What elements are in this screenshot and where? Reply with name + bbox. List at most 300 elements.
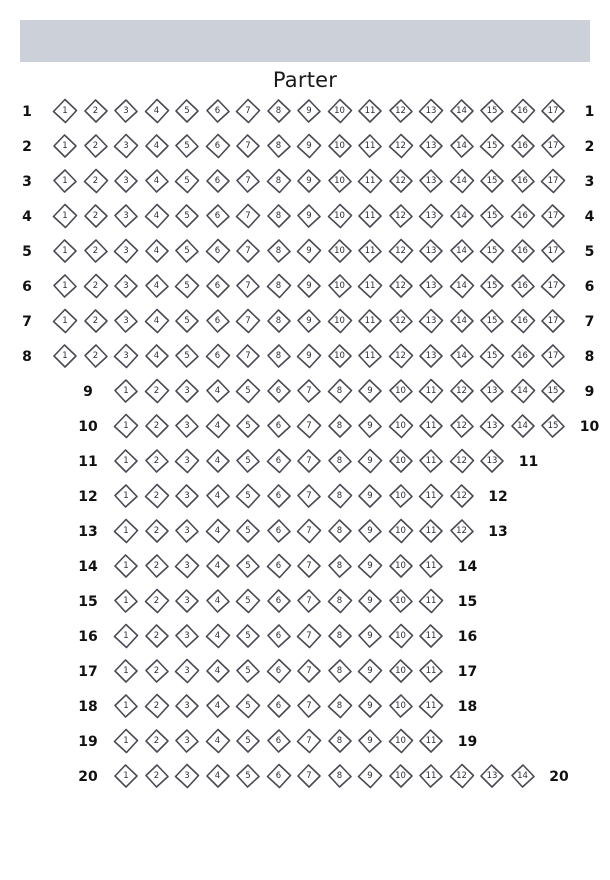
seat[interactable] <box>174 308 200 334</box>
seat[interactable] <box>235 728 261 754</box>
seat[interactable] <box>418 238 444 264</box>
seat[interactable] <box>174 203 200 229</box>
seat[interactable] <box>540 98 566 124</box>
seat[interactable] <box>205 168 231 194</box>
seat[interactable] <box>296 553 322 579</box>
seat[interactable] <box>296 763 322 789</box>
seat[interactable] <box>327 763 353 789</box>
seat[interactable] <box>357 343 383 369</box>
seat[interactable] <box>479 763 505 789</box>
seat[interactable] <box>540 168 566 194</box>
seat[interactable] <box>357 273 383 299</box>
seat[interactable] <box>266 273 292 299</box>
seat[interactable] <box>235 413 261 439</box>
seat[interactable] <box>52 98 78 124</box>
seat[interactable] <box>388 483 414 509</box>
seat[interactable] <box>418 168 444 194</box>
seat[interactable] <box>296 273 322 299</box>
seat[interactable] <box>144 623 170 649</box>
seat[interactable] <box>357 553 383 579</box>
seat[interactable] <box>113 308 139 334</box>
seat[interactable] <box>510 133 536 159</box>
seat[interactable] <box>327 378 353 404</box>
seat[interactable] <box>235 98 261 124</box>
seat[interactable] <box>510 98 536 124</box>
seat[interactable] <box>479 378 505 404</box>
seat[interactable] <box>357 378 383 404</box>
seat[interactable] <box>357 238 383 264</box>
seat[interactable] <box>510 203 536 229</box>
seat[interactable] <box>113 518 139 544</box>
seat[interactable] <box>83 203 109 229</box>
seat[interactable] <box>327 693 353 719</box>
seat[interactable] <box>205 343 231 369</box>
seat[interactable] <box>449 308 475 334</box>
seat[interactable] <box>266 413 292 439</box>
seat[interactable] <box>418 413 444 439</box>
seat[interactable] <box>266 763 292 789</box>
seat[interactable] <box>357 413 383 439</box>
seat[interactable] <box>449 98 475 124</box>
seat[interactable] <box>388 763 414 789</box>
seat[interactable] <box>327 483 353 509</box>
seat[interactable] <box>174 518 200 544</box>
seat[interactable] <box>418 98 444 124</box>
seat[interactable] <box>388 448 414 474</box>
seat[interactable] <box>266 133 292 159</box>
seat-number: 12 <box>395 211 406 221</box>
seat[interactable] <box>52 273 78 299</box>
seat[interactable] <box>327 98 353 124</box>
seat[interactable] <box>418 378 444 404</box>
seat[interactable] <box>205 658 231 684</box>
seat[interactable] <box>113 623 139 649</box>
seat[interactable] <box>479 308 505 334</box>
seat[interactable] <box>296 518 322 544</box>
seat[interactable] <box>113 133 139 159</box>
seat[interactable] <box>174 168 200 194</box>
seat[interactable] <box>357 168 383 194</box>
seat[interactable] <box>113 273 139 299</box>
seat[interactable] <box>296 238 322 264</box>
seat[interactable] <box>388 273 414 299</box>
seat[interactable] <box>235 133 261 159</box>
seat[interactable] <box>296 378 322 404</box>
seat[interactable] <box>449 343 475 369</box>
seat[interactable] <box>266 448 292 474</box>
seat[interactable] <box>52 133 78 159</box>
seat[interactable] <box>144 448 170 474</box>
seat[interactable] <box>235 693 261 719</box>
seat[interactable] <box>357 308 383 334</box>
seat[interactable] <box>418 343 444 369</box>
seat[interactable] <box>174 658 200 684</box>
seat[interactable] <box>266 518 292 544</box>
seat[interactable] <box>144 238 170 264</box>
seat[interactable] <box>327 238 353 264</box>
seat[interactable] <box>113 658 139 684</box>
seat[interactable] <box>144 483 170 509</box>
seat[interactable] <box>83 308 109 334</box>
seat[interactable] <box>144 763 170 789</box>
seat[interactable] <box>418 518 444 544</box>
seat[interactable] <box>144 308 170 334</box>
seat[interactable] <box>174 623 200 649</box>
seat-number: 2 <box>92 316 99 326</box>
seat[interactable] <box>266 588 292 614</box>
seat[interactable] <box>52 343 78 369</box>
seat[interactable] <box>479 168 505 194</box>
seat[interactable] <box>235 308 261 334</box>
seat-number: 8 <box>275 211 282 221</box>
seat[interactable] <box>418 308 444 334</box>
seat[interactable] <box>388 98 414 124</box>
seat[interactable] <box>540 308 566 334</box>
seat[interactable] <box>83 238 109 264</box>
seat[interactable] <box>479 133 505 159</box>
seat[interactable] <box>418 623 444 649</box>
seat[interactable] <box>174 448 200 474</box>
seat[interactable] <box>113 413 139 439</box>
seat-number: 9 <box>306 281 312 291</box>
seat[interactable] <box>449 273 475 299</box>
seat[interactable] <box>235 658 261 684</box>
seat[interactable] <box>205 273 231 299</box>
seat[interactable] <box>327 413 353 439</box>
seat[interactable] <box>388 168 414 194</box>
seat-number: 7 <box>306 736 312 746</box>
seat[interactable] <box>205 483 231 509</box>
seat-number: 12 <box>456 526 467 536</box>
seat[interactable] <box>235 343 261 369</box>
seat[interactable] <box>296 588 322 614</box>
seat[interactable] <box>479 238 505 264</box>
seat[interactable] <box>388 308 414 334</box>
seat[interactable] <box>388 518 414 544</box>
seat[interactable] <box>479 98 505 124</box>
seat[interactable] <box>144 693 170 719</box>
seat[interactable] <box>205 518 231 544</box>
seat[interactable] <box>144 273 170 299</box>
seat[interactable] <box>540 203 566 229</box>
seat[interactable] <box>540 413 566 439</box>
seat[interactable] <box>113 203 139 229</box>
page-title: Parter <box>272 68 338 92</box>
seat[interactable] <box>449 378 475 404</box>
seat[interactable] <box>266 238 292 264</box>
seat[interactable] <box>510 763 536 789</box>
seat[interactable] <box>327 588 353 614</box>
seat[interactable] <box>144 728 170 754</box>
seat[interactable] <box>388 623 414 649</box>
row-label-right: 18 <box>457 699 478 715</box>
seat[interactable] <box>296 483 322 509</box>
seat[interactable] <box>479 413 505 439</box>
seat[interactable] <box>83 343 109 369</box>
seat[interactable] <box>418 728 444 754</box>
seat[interactable] <box>296 658 322 684</box>
seat[interactable] <box>449 238 475 264</box>
seat[interactable] <box>52 168 78 194</box>
seat[interactable] <box>113 343 139 369</box>
seat[interactable] <box>296 133 322 159</box>
seat[interactable] <box>235 553 261 579</box>
seat[interactable] <box>418 693 444 719</box>
seat[interactable] <box>235 203 261 229</box>
seat[interactable] <box>144 343 170 369</box>
seat[interactable] <box>296 693 322 719</box>
seat[interactable] <box>144 133 170 159</box>
seat[interactable] <box>388 728 414 754</box>
seat[interactable] <box>205 378 231 404</box>
seat[interactable] <box>83 168 109 194</box>
seat[interactable] <box>113 728 139 754</box>
seat[interactable] <box>449 448 475 474</box>
seat[interactable] <box>144 168 170 194</box>
seat[interactable] <box>357 518 383 544</box>
seat[interactable] <box>479 273 505 299</box>
seat[interactable] <box>235 588 261 614</box>
seat[interactable] <box>388 203 414 229</box>
seat[interactable] <box>113 553 139 579</box>
seat[interactable] <box>205 203 231 229</box>
seat[interactable] <box>266 658 292 684</box>
seat[interactable] <box>205 238 231 264</box>
seat[interactable] <box>144 98 170 124</box>
seat[interactable] <box>357 483 383 509</box>
seat[interactable] <box>266 378 292 404</box>
seat[interactable] <box>266 98 292 124</box>
seat[interactable] <box>235 448 261 474</box>
seat[interactable] <box>357 658 383 684</box>
seat[interactable] <box>144 658 170 684</box>
seat[interactable] <box>449 413 475 439</box>
seat[interactable] <box>174 238 200 264</box>
seat[interactable] <box>418 483 444 509</box>
seat[interactable] <box>235 483 261 509</box>
seat[interactable] <box>205 553 231 579</box>
seat[interactable] <box>540 343 566 369</box>
seat[interactable] <box>266 693 292 719</box>
seat[interactable] <box>235 238 261 264</box>
seat[interactable] <box>174 553 200 579</box>
seat[interactable] <box>540 273 566 299</box>
seat[interactable] <box>418 273 444 299</box>
seat[interactable] <box>113 98 139 124</box>
seat[interactable] <box>510 343 536 369</box>
seat[interactable] <box>83 133 109 159</box>
seat[interactable] <box>418 203 444 229</box>
seat[interactable] <box>52 203 78 229</box>
seat[interactable] <box>266 728 292 754</box>
seat[interactable] <box>388 693 414 719</box>
seat[interactable] <box>205 448 231 474</box>
seat[interactable] <box>449 168 475 194</box>
seat[interactable] <box>357 693 383 719</box>
seat[interactable] <box>327 343 353 369</box>
seat[interactable] <box>327 203 353 229</box>
seat-number: 8 <box>336 666 343 676</box>
seat[interactable] <box>388 133 414 159</box>
seat[interactable] <box>418 448 444 474</box>
seat[interactable] <box>266 203 292 229</box>
seat[interactable] <box>266 553 292 579</box>
seat[interactable] <box>418 658 444 684</box>
seat[interactable] <box>327 658 353 684</box>
seat[interactable] <box>388 413 414 439</box>
seat-number: 14 <box>456 246 467 256</box>
seat[interactable] <box>540 133 566 159</box>
seat[interactable] <box>113 448 139 474</box>
seat[interactable] <box>113 693 139 719</box>
seat[interactable] <box>296 623 322 649</box>
seat[interactable] <box>144 203 170 229</box>
seat[interactable] <box>235 763 261 789</box>
seat[interactable] <box>174 728 200 754</box>
seat[interactable] <box>449 483 475 509</box>
seat[interactable] <box>235 623 261 649</box>
seat[interactable] <box>296 343 322 369</box>
seat[interactable] <box>357 588 383 614</box>
seat[interactable] <box>174 273 200 299</box>
seat[interactable] <box>144 378 170 404</box>
seat[interactable] <box>113 588 139 614</box>
seat[interactable] <box>266 483 292 509</box>
seat[interactable] <box>327 168 353 194</box>
seat[interactable] <box>449 203 475 229</box>
seat[interactable] <box>327 518 353 544</box>
seat[interactable] <box>205 308 231 334</box>
seat[interactable] <box>205 693 231 719</box>
seat[interactable] <box>174 693 200 719</box>
seat[interactable] <box>296 168 322 194</box>
seat[interactable] <box>357 623 383 649</box>
seat[interactable] <box>205 623 231 649</box>
seat[interactable] <box>296 448 322 474</box>
seat[interactable] <box>296 98 322 124</box>
seat[interactable] <box>174 133 200 159</box>
seat[interactable] <box>388 378 414 404</box>
seat-number: 9 <box>367 771 373 781</box>
seat[interactable] <box>205 728 231 754</box>
seat-number: 2 <box>153 526 160 536</box>
seat[interactable] <box>174 588 200 614</box>
seat[interactable] <box>327 273 353 299</box>
seat-number: 5 <box>245 666 251 676</box>
seat[interactable] <box>174 343 200 369</box>
seat[interactable] <box>540 238 566 264</box>
seat[interactable] <box>327 623 353 649</box>
seat[interactable] <box>510 168 536 194</box>
seat[interactable] <box>388 238 414 264</box>
seat[interactable] <box>174 378 200 404</box>
seat[interactable] <box>479 343 505 369</box>
seat[interactable] <box>540 378 566 404</box>
seat[interactable] <box>144 518 170 544</box>
seat[interactable] <box>235 168 261 194</box>
seat[interactable] <box>83 273 109 299</box>
seat[interactable] <box>113 763 139 789</box>
seat[interactable] <box>174 413 200 439</box>
seat[interactable] <box>174 483 200 509</box>
seat[interactable] <box>296 203 322 229</box>
seat[interactable] <box>296 308 322 334</box>
seat[interactable] <box>357 763 383 789</box>
seat[interactable] <box>235 273 261 299</box>
seat[interactable] <box>510 413 536 439</box>
seat[interactable] <box>388 553 414 579</box>
seat[interactable] <box>113 378 139 404</box>
seat[interactable] <box>388 343 414 369</box>
seat[interactable] <box>479 203 505 229</box>
seat[interactable] <box>418 133 444 159</box>
seat[interactable] <box>205 133 231 159</box>
seat[interactable] <box>479 448 505 474</box>
row-label-left: 6 <box>22 279 32 295</box>
seat[interactable] <box>113 238 139 264</box>
seat[interactable] <box>510 238 536 264</box>
seat[interactable] <box>52 308 78 334</box>
seat[interactable] <box>510 308 536 334</box>
seat[interactable] <box>327 133 353 159</box>
seat[interactable] <box>357 98 383 124</box>
seat[interactable] <box>357 133 383 159</box>
seat[interactable] <box>205 763 231 789</box>
seat[interactable] <box>205 588 231 614</box>
seat[interactable] <box>357 203 383 229</box>
seat[interactable] <box>235 378 261 404</box>
seat[interactable] <box>418 553 444 579</box>
seat[interactable] <box>449 518 475 544</box>
seat-map[interactable] <box>0 96 610 796</box>
seat[interactable] <box>357 728 383 754</box>
seat[interactable] <box>52 238 78 264</box>
seat[interactable] <box>266 308 292 334</box>
seat[interactable] <box>205 98 231 124</box>
seat[interactable] <box>144 588 170 614</box>
seat[interactable] <box>327 728 353 754</box>
seat[interactable] <box>205 413 231 439</box>
seat[interactable] <box>449 133 475 159</box>
seat[interactable] <box>113 168 139 194</box>
seat[interactable] <box>296 413 322 439</box>
seat[interactable] <box>266 168 292 194</box>
seat[interactable] <box>174 763 200 789</box>
seat[interactable] <box>327 448 353 474</box>
seat[interactable] <box>327 308 353 334</box>
seat[interactable] <box>266 623 292 649</box>
seat[interactable] <box>235 518 261 544</box>
seat[interactable] <box>449 763 475 789</box>
seat[interactable] <box>144 553 170 579</box>
seat[interactable] <box>418 763 444 789</box>
seat-number: 6 <box>214 176 221 186</box>
seat[interactable] <box>357 448 383 474</box>
seat[interactable] <box>388 588 414 614</box>
seat[interactable] <box>266 343 292 369</box>
seat[interactable] <box>113 483 139 509</box>
seat[interactable] <box>83 98 109 124</box>
seat[interactable] <box>296 728 322 754</box>
seat[interactable] <box>510 273 536 299</box>
seat[interactable] <box>510 378 536 404</box>
seat[interactable] <box>388 658 414 684</box>
seat[interactable] <box>144 413 170 439</box>
seat[interactable] <box>174 98 200 124</box>
seat[interactable] <box>418 588 444 614</box>
seat-number: 8 <box>336 456 343 466</box>
seat[interactable] <box>327 553 353 579</box>
